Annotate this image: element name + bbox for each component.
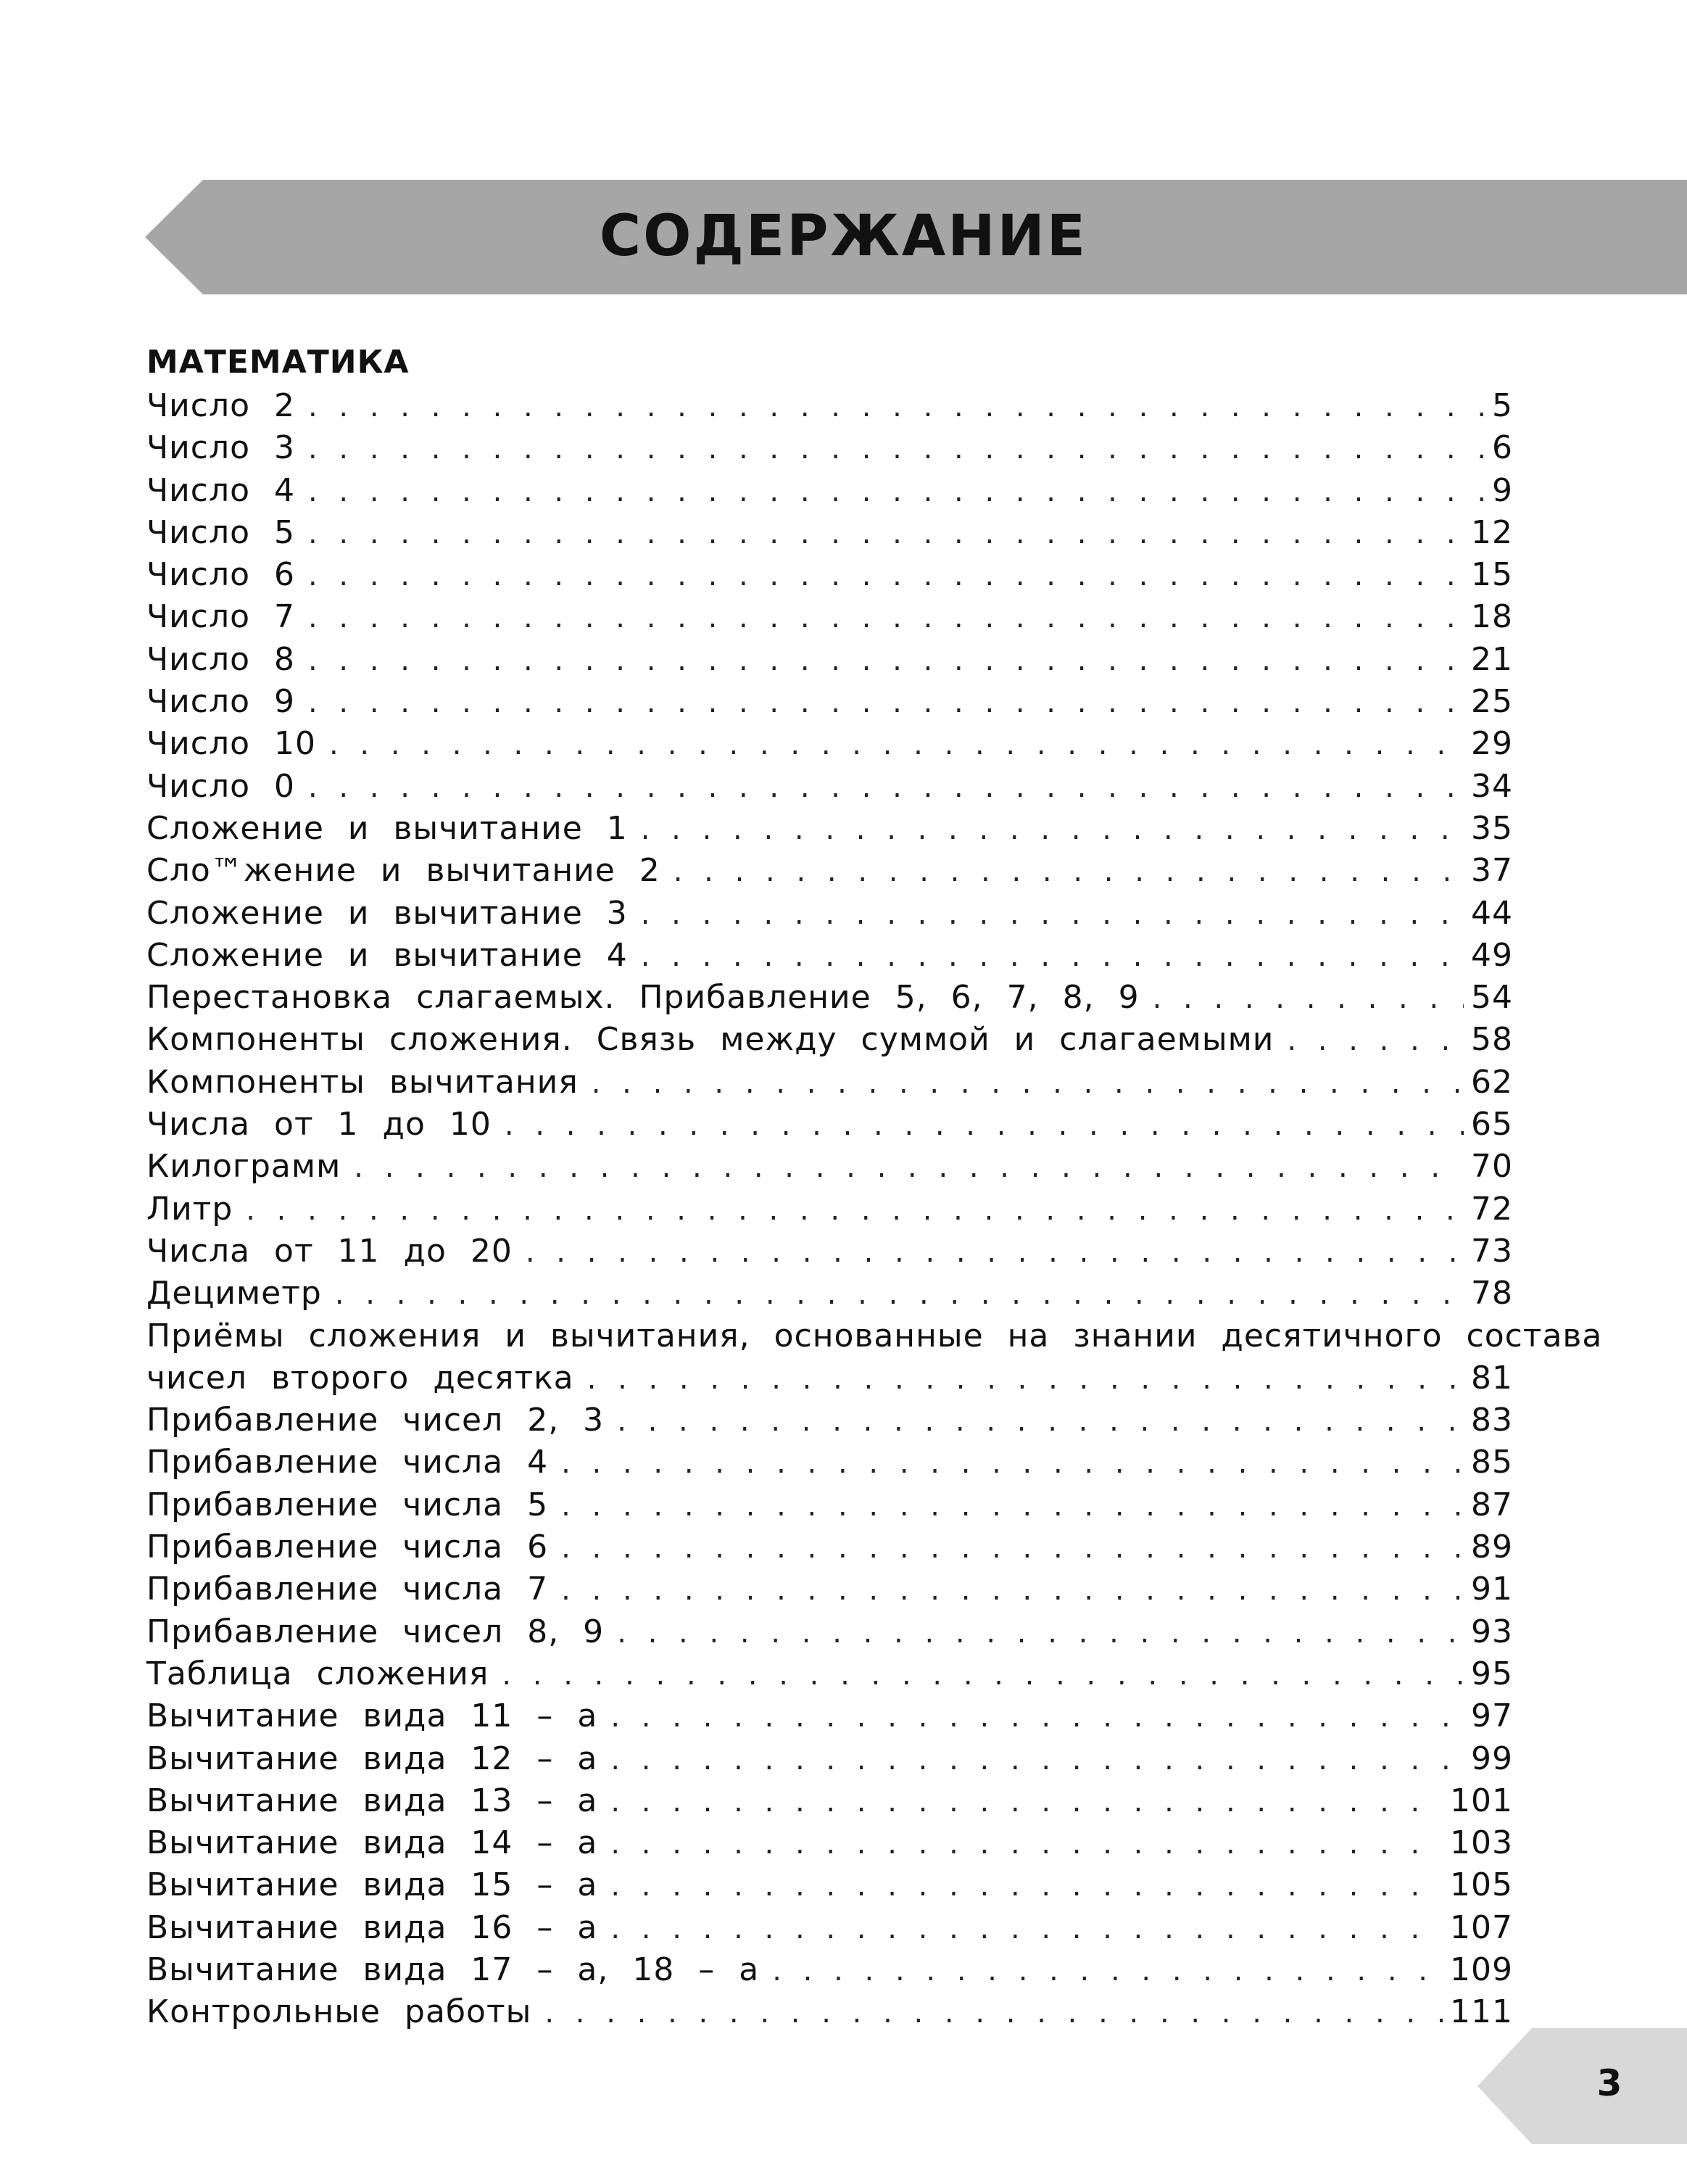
toc-entry-page: 109 [1450, 1951, 1513, 1988]
toc-entry-page: 85 [1471, 1444, 1513, 1481]
toc-entry-page: 89 [1471, 1529, 1513, 1566]
toc-entry-page: 37 [1471, 852, 1513, 890]
toc-entry [146, 639, 1513, 681]
toc-entry-page: 87 [1471, 1486, 1513, 1523]
toc-entry-page: 5 [1492, 387, 1513, 424]
toc-entry-page: 9 [1492, 471, 1513, 509]
dot-leader [544, 1992, 1443, 2034]
toc-entry-title: Компоненты сложения. Связь между суммой и слагаемыми [146, 1021, 1274, 1059]
toc-entry-page: 97 [1471, 1697, 1513, 1735]
toc-entry [146, 766, 1513, 808]
dot-leader [610, 1696, 1464, 1738]
toc-entry [146, 427, 1513, 469]
toc-entry-title: Вычитание вида 14 – а [146, 1824, 598, 1862]
toc-entry-title: Вычитание вида 11 – а [146, 1697, 598, 1735]
dot-leader [641, 893, 1464, 935]
toc-entry-page: 34 [1471, 767, 1513, 805]
toc-entry-title: Сложение и вычитание 3 [146, 894, 628, 932]
toc-entry [146, 935, 1513, 977]
toc-entry-title: Число 5 [146, 513, 295, 551]
toc-entry-continuation [146, 1357, 1513, 1399]
toc-entry-title: Вычитание вида 15 – а [146, 1866, 598, 1904]
toc-entry [146, 1991, 1513, 2033]
dot-leader [354, 1146, 1464, 1188]
toc-entry [146, 1907, 1513, 1949]
toc-entry-title: Прибавление чисел 8, 9 [146, 1613, 605, 1650]
toc-entry [146, 385, 1513, 427]
toc-entry-page: 107 [1450, 1908, 1513, 1946]
toc-entry-page: 44 [1471, 894, 1513, 932]
toc-entry [146, 850, 1513, 892]
toc-entry-page: 81 [1471, 1359, 1513, 1397]
toc-entry-page: 70 [1471, 1148, 1513, 1186]
dot-leader [641, 808, 1464, 851]
toc-entry-title: Вычитание вида 17 – а, 18 – а [146, 1951, 760, 1988]
toc-entry [146, 977, 1513, 1019]
toc-entry-title: Числа от 11 до 20 [146, 1232, 513, 1270]
toc-entry [146, 1441, 1513, 1484]
toc-entry-title: Число 0 [146, 767, 295, 805]
dot-leader [308, 428, 1485, 470]
dot-leader [772, 1950, 1443, 1992]
toc-entry-title: Число 9 [146, 683, 295, 721]
toc-entry-page: 65 [1471, 1106, 1513, 1143]
toc-entry-title: Числа от 1 до 10 [146, 1106, 492, 1143]
toc-entry [146, 1653, 1513, 1695]
dot-leader [1153, 977, 1464, 1019]
dot-leader [246, 1189, 1464, 1231]
toc-entry-page: 83 [1471, 1402, 1513, 1439]
toc-entry-page: 111 [1450, 1993, 1513, 2031]
toc-entry [146, 554, 1513, 596]
toc-entry-title: Таблица сложения [146, 1655, 489, 1692]
toc-entry-page: 54 [1471, 979, 1513, 1017]
toc-entry-page: 95 [1471, 1655, 1513, 1692]
dot-leader [610, 1739, 1464, 1781]
toc-entry-title: Перестановка слагаемых. Прибавление 5, 6, 7, 8, 9 [146, 979, 1140, 1017]
toc-entry-page: 103 [1450, 1824, 1513, 1862]
dot-leader [308, 597, 1464, 639]
dot-leader [561, 1442, 1464, 1484]
dot-leader [561, 1569, 1464, 1611]
dot-leader [610, 1865, 1443, 1907]
toc-entry-title: Вычитание вида 12 – а [146, 1740, 598, 1777]
toc-entry-page: 15 [1471, 556, 1513, 594]
toc-entry-title: Число 3 [146, 429, 295, 467]
toc-entry-title: Число 2 [146, 387, 295, 424]
toc-entry-title: Килограмм [146, 1148, 341, 1186]
toc-entry-title: Прибавление чисел 2, 3 [146, 1402, 605, 1439]
dot-leader [617, 1400, 1464, 1442]
toc-entry [146, 681, 1513, 723]
toc-entry [146, 1484, 1513, 1526]
toc-entry [146, 808, 1513, 850]
dot-leader [610, 1908, 1443, 1950]
toc-entry [146, 470, 1513, 512]
toc-entry-title: Дециметр [146, 1275, 322, 1312]
dot-leader [329, 724, 1464, 766]
dot-leader [308, 513, 1464, 555]
toc-entry-page: 58 [1471, 1021, 1513, 1059]
toc-entry-page: 73 [1471, 1232, 1513, 1270]
toc-entry [146, 1273, 1513, 1315]
toc-entry-title: Сложение и вычитание 1 [146, 809, 628, 847]
dot-leader [308, 682, 1464, 724]
dot-leader [610, 1823, 1443, 1865]
toc-entry-title: Компоненты вычитания [146, 1063, 579, 1101]
toc-entry-title-continuation: чисел второго десятка [146, 1359, 574, 1397]
toc-entry [146, 1611, 1513, 1653]
toc-entry-title: Литр [146, 1190, 233, 1228]
toc-entry [146, 1780, 1513, 1822]
toc-entry [146, 1315, 1603, 1357]
toc-entry [146, 1104, 1513, 1146]
toc-entry-title: Число 10 [146, 725, 316, 763]
toc-entry [146, 893, 1513, 935]
toc-entry-title: Число 4 [146, 471, 295, 509]
toc-entry-page: 35 [1471, 809, 1513, 847]
toc-entry [146, 1062, 1513, 1104]
page-number: 3 [1596, 2062, 1622, 2104]
toc-entry-title: Прибавление числа 5 [146, 1486, 549, 1523]
toc-entry-page: 49 [1471, 936, 1513, 974]
toc-entry-title: Контрольные работы [146, 1993, 532, 2031]
toc-entry-title: Вычитание вида 13 – а [146, 1782, 598, 1819]
toc-entry-title: Сложение и вычитание 4 [146, 936, 628, 974]
toc-entry-page: 91 [1471, 1571, 1513, 1608]
toc-entry [146, 1738, 1513, 1780]
dot-leader [561, 1527, 1464, 1569]
toc-entry-title: Приёмы сложения и вычитания, основанные на знании десятичного состава [146, 1317, 1603, 1354]
toc-entry [146, 1822, 1513, 1864]
toc-entry-page: 6 [1492, 429, 1513, 467]
toc-entry-page: 99 [1471, 1740, 1513, 1777]
toc-entry-page: 29 [1471, 725, 1513, 763]
dot-leader [641, 935, 1464, 977]
toc-entry [146, 1146, 1513, 1188]
toc-entry-page: 101 [1450, 1782, 1513, 1819]
toc-entry [146, 723, 1513, 765]
dot-leader [673, 851, 1464, 893]
toc-entry-title: Вычитание вида 16 – а [146, 1908, 598, 1946]
dot-leader [505, 1104, 1464, 1146]
toc-entry-title: Прибавление числа 7 [146, 1571, 549, 1608]
toc-entry-title: Число 8 [146, 640, 295, 678]
toc-entry [146, 1230, 1513, 1273]
dot-leader [308, 640, 1464, 682]
toc-entry-page: 72 [1471, 1190, 1513, 1228]
page-number-tab [1477, 2028, 1687, 2144]
dot-leader [308, 386, 1485, 428]
toc-entry [146, 512, 1513, 554]
toc-entry-title: Число 7 [146, 598, 295, 636]
toc-entry [146, 1399, 1513, 1441]
toc-entry [146, 1526, 1513, 1568]
toc-entry [146, 1568, 1513, 1610]
dot-leader [526, 1231, 1464, 1273]
dot-leader [502, 1654, 1464, 1696]
dot-leader [561, 1485, 1464, 1527]
toc-entry-page: 12 [1471, 513, 1513, 551]
dot-leader [592, 1062, 1464, 1104]
toc-entry [146, 1695, 1513, 1737]
toc-entry-title: Сло™жение и вычитание 2 [146, 852, 660, 890]
toc-entry [146, 1949, 1513, 1991]
toc-entry-title: Прибавление числа 4 [146, 1444, 549, 1481]
toc-entry-title: Прибавление числа 6 [146, 1529, 549, 1566]
dot-leader [308, 555, 1464, 597]
toc-entry [146, 1864, 1513, 1906]
table-of-contents [146, 385, 1603, 2034]
toc-entry [146, 1188, 1513, 1230]
dot-leader [617, 1612, 1464, 1654]
page-title: СОДЕРЖАНИЕ [599, 204, 1088, 269]
toc-entry-page: 62 [1471, 1063, 1513, 1101]
dot-leader [308, 471, 1485, 513]
toc-entry-page: 25 [1471, 683, 1513, 721]
dot-leader [308, 766, 1464, 808]
toc-entry [146, 596, 1513, 638]
toc-entry-page: 18 [1471, 598, 1513, 636]
section-heading: МАТЕМАТИКА [146, 344, 410, 381]
dot-leader [587, 1358, 1464, 1400]
toc-entry-page: 105 [1450, 1866, 1513, 1904]
toc-entry [146, 1019, 1513, 1061]
dot-leader [335, 1273, 1464, 1315]
toc-entry-title: Число 6 [146, 556, 295, 594]
toc-entry-page: 93 [1471, 1613, 1513, 1650]
toc-entry-page: 78 [1471, 1275, 1513, 1312]
toc-entry-page: 21 [1471, 640, 1513, 678]
dot-leader [610, 1781, 1443, 1823]
dot-leader [1287, 1019, 1464, 1062]
